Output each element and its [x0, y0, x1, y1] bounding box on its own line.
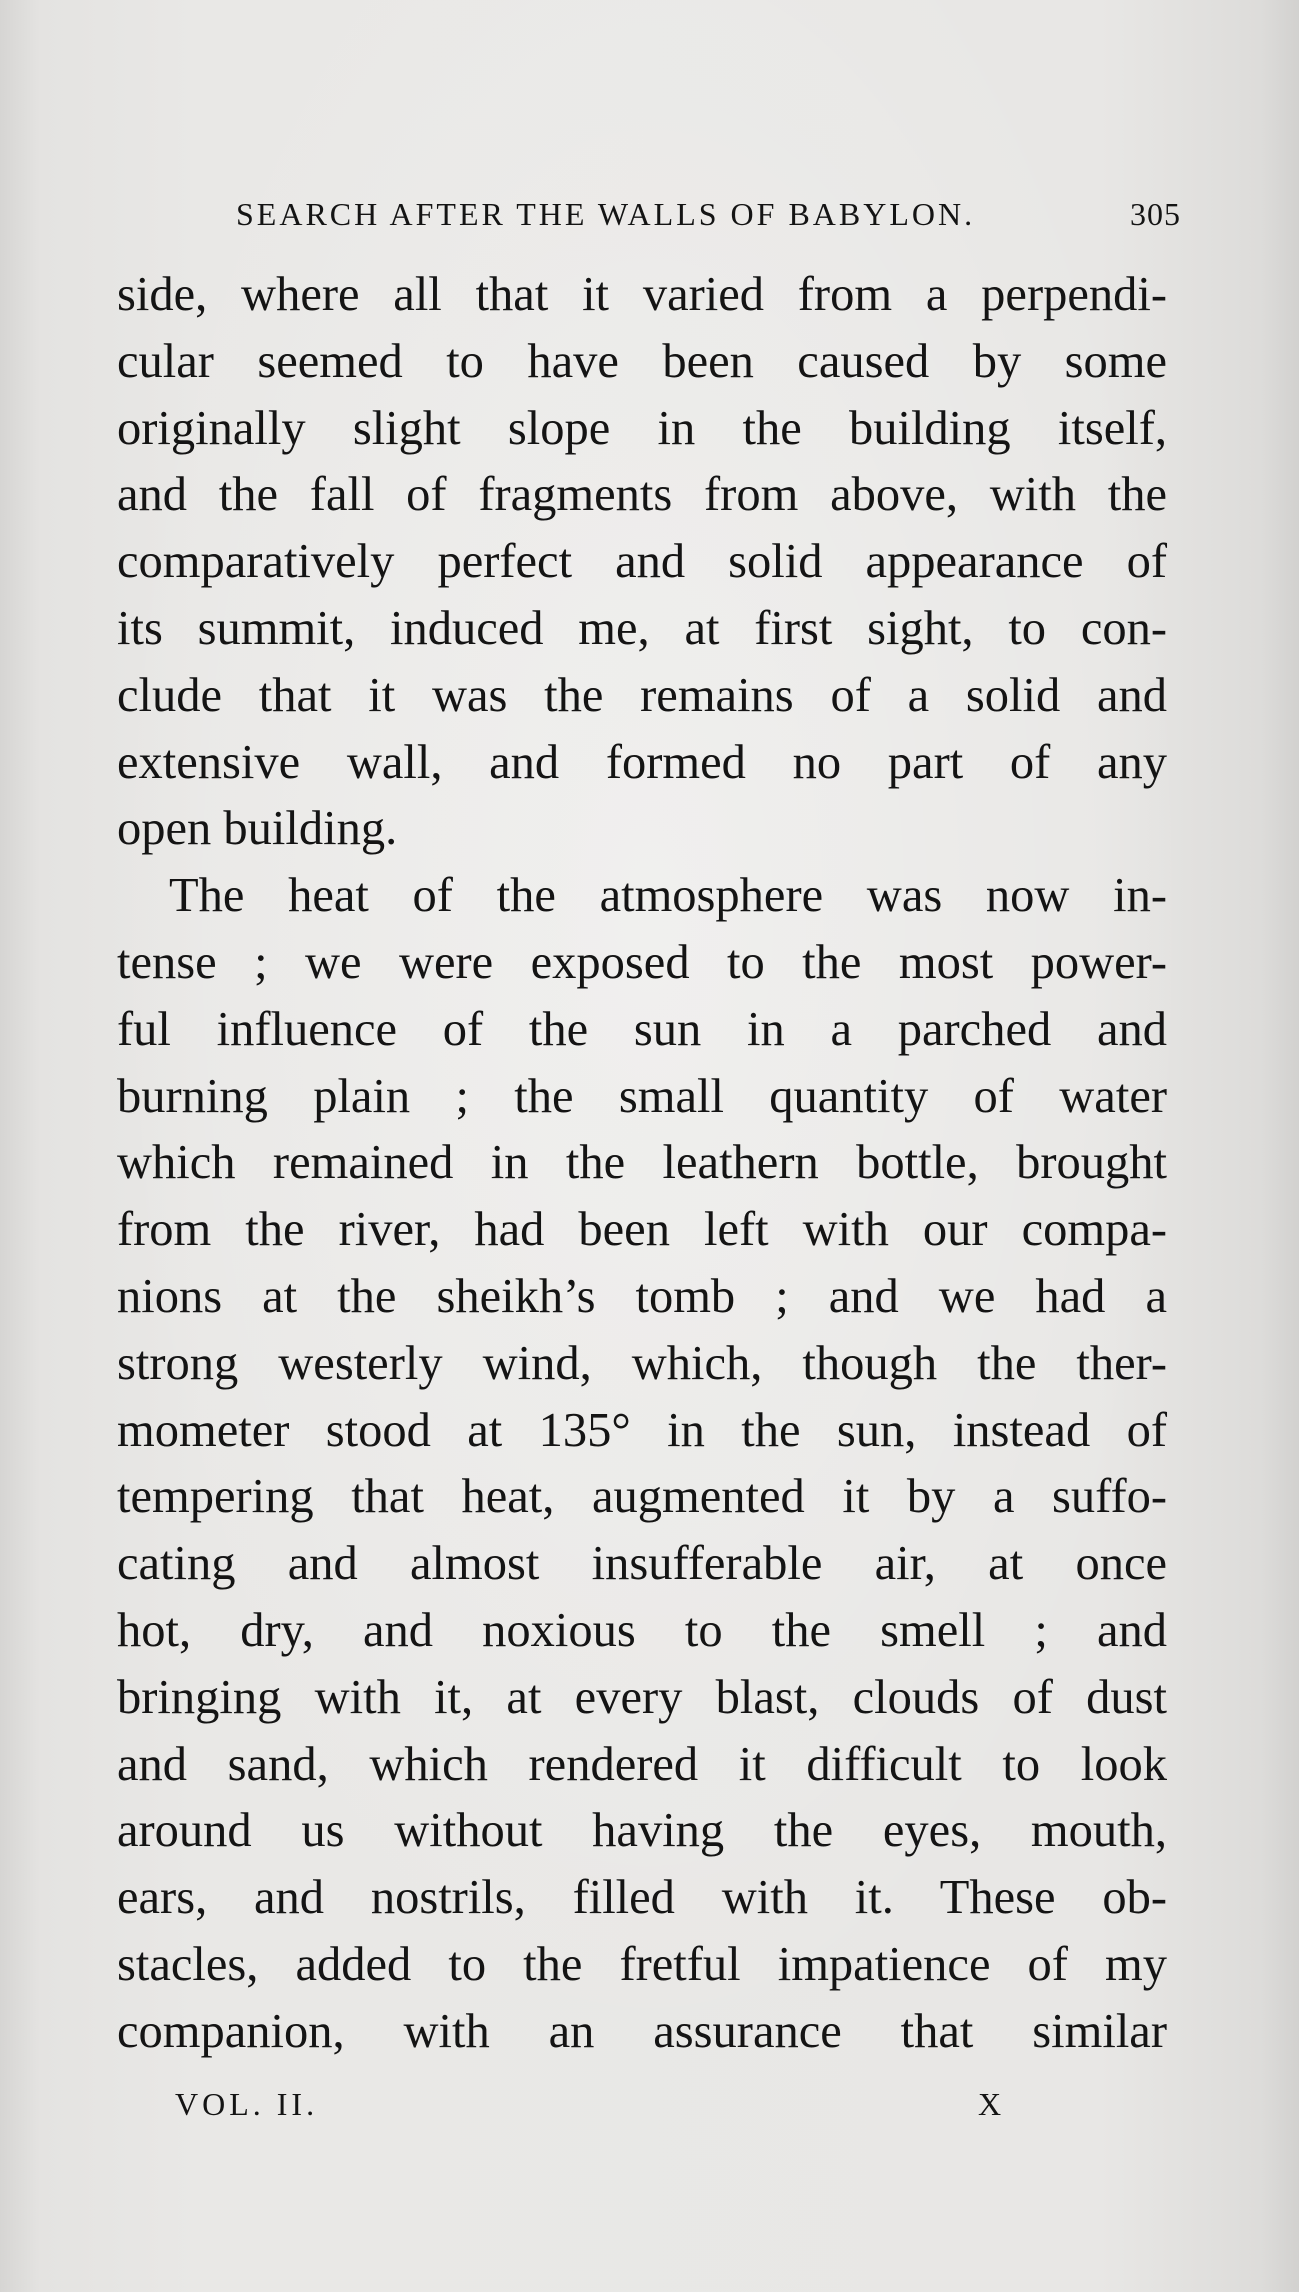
text-line: nions at the sheikh’s tomb ; and we had a — [117, 1269, 1167, 1323]
text-line: strong westerly wind, which, though the ther- — [117, 1336, 1167, 1390]
text-line: around us without having the eyes, mouth, — [117, 1804, 1167, 1858]
signature-mark: X — [978, 2086, 1002, 2122]
text-line: from the river, had been left with our compa- — [117, 1203, 1167, 1257]
text-line: tense ; we were exposed to the most power- — [117, 935, 1167, 989]
text-line: cular seemed to have been caused by some — [117, 334, 1167, 388]
page-number: 305 — [1130, 196, 1181, 232]
body-text — [117, 262, 1167, 2066]
text-line: its summit, induced me, at first sight, to con- — [117, 601, 1167, 655]
text-line: stacles, added to the fretful impatience of my — [117, 1937, 1167, 1991]
text-line: bringing with it, at every blast, clouds of dust — [117, 1670, 1167, 1724]
running-title: SEARCH AFTER THE WALLS OF BABYLON. — [236, 196, 976, 232]
text-line: ful influence of the sun in a parched and — [117, 1002, 1167, 1056]
paragraph-end-line: open building. — [117, 802, 398, 856]
text-line: burning plain ; the small quantity of water — [117, 1069, 1167, 1123]
volume-marker: VOL. II. — [175, 2086, 319, 2122]
text-line: and the fall of fragments from above, with the — [117, 468, 1167, 522]
running-header — [118, 196, 1181, 246]
text-line: mometer stood at 135° in the sun, instead of — [117, 1403, 1167, 1457]
text-line: side, where all that it varied from a perpendi- — [117, 268, 1167, 321]
text-line: comparatively perfect and solid appearance of — [117, 535, 1167, 589]
text-line: extensive wall, and formed no part of any — [117, 735, 1167, 789]
text-line: and sand, which rendered it difficult to look — [117, 1737, 1167, 1791]
paragraph-start-line: The heat of the atmosphere was now in- — [169, 869, 1167, 923]
text-line: hot, dry, and noxious to the smell ; and — [117, 1603, 1167, 1657]
text-line: cating and almost insufferable air, at once — [117, 1537, 1167, 1591]
text-line: companion, with an assurance that similar — [117, 2004, 1167, 2058]
text-line: clude that it was the remains of a solid and — [117, 668, 1167, 722]
text-line: tempering that heat, augmented it by a suffo- — [117, 1470, 1167, 1524]
text-line: ears, and nostrils, filled with it. These ob- — [117, 1871, 1167, 1925]
text-line: originally slight slope in the building itself, — [117, 401, 1167, 455]
text-line: which remained in the leathern bottle, brought — [117, 1136, 1167, 1190]
